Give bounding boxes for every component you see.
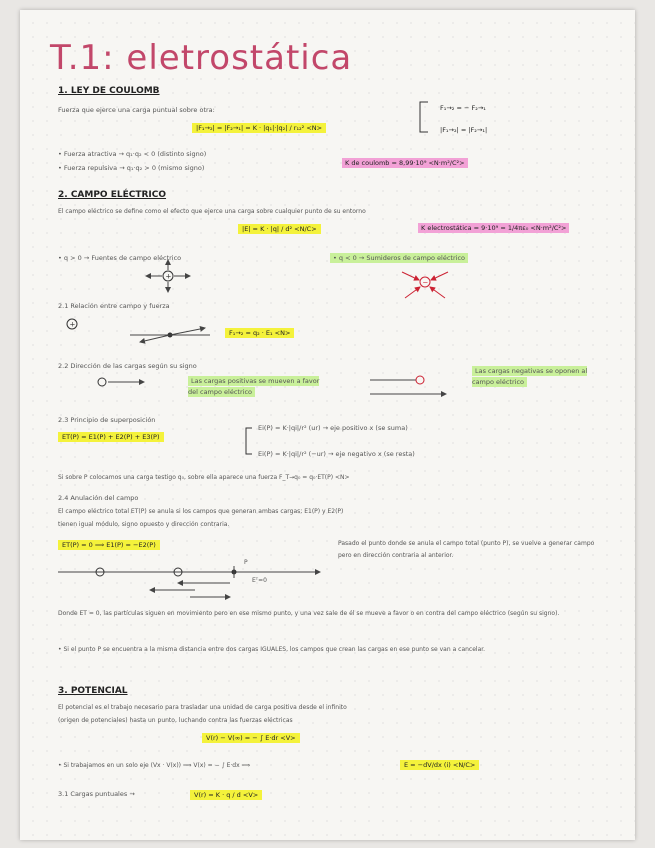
section-2-heading: 2. CAMPO ELÉCTRICO — [58, 190, 167, 200]
positive-charge-diagram — [146, 260, 190, 292]
section-2-4-heading: 2.4 Anulación del campo — [58, 494, 139, 502]
page-title: T.1: eletrostática — [50, 38, 353, 78]
svg-text:−: − — [422, 278, 429, 287]
negative-charges-note: Las cargas negativas se oponen al campo eléctrico — [472, 367, 588, 386]
repulsive-force: • Fuerza repulsiva → q₁·q₂ > 0 (mismo signo) — [58, 164, 205, 172]
field-zero-label: Eᵀ=0 — [252, 577, 267, 584]
section-1-heading: 1. LEY DE COULOMB — [58, 86, 160, 96]
coulomb-formula: |F₁→₂| = |F₂→₁| = K · |q₁|·|q₂| / r₁₂² <N> — [192, 123, 326, 133]
vector-relation-1: F₁→₂ = − F₂→₁ — [440, 104, 486, 112]
notebook-page — [20, 10, 635, 840]
equal-charges-note: • Si el punto P se encuentra a la misma distancia entre dos cargas IGUALES, los campos que crean las cargas en ese punto se van a cancelar. — [58, 646, 486, 653]
force-field-formula: F₁→₂ = q₂ · E₁ <N> — [225, 328, 294, 338]
potential-formula: V(r) − V(∞) = − ∫ E·dr <V> — [202, 734, 300, 742]
positive-charges-note: Las cargas positivas se mueven a favor del campo eléctrico — [188, 377, 320, 396]
test-charge-note: Si sobre P colocamos una carga testigo q₀, sobre ella aparece una fuerza F_T→q₀ = q₀·ET(P) <N> — [58, 474, 350, 481]
force-field-diagram — [67, 319, 210, 342]
cancellation-diagram — [58, 566, 320, 597]
s2-definition: El campo eléctrico se define como el efecto que ejerce una carga sobre cualquier punto de su entorno — [58, 208, 366, 215]
source-charges: • q > 0 → Fuentes de campo eléctrico — [58, 254, 182, 262]
field-formula: |E| = K · |q| / d² <N/C> — [238, 224, 321, 234]
section-2-2-heading: 2.2 Dirección de las cargas según su signo — [58, 362, 197, 370]
superposition-formula: ET(P) = E1(P) + E2(P) + E3(P) — [58, 432, 164, 442]
negative-charge-diagram — [402, 272, 448, 298]
vector-relation-2: |F₁→₂| = |F₂→₁| — [440, 126, 488, 134]
diagram-layer — [20, 10, 635, 840]
bracket — [420, 102, 428, 132]
section-2-1-heading: 2.1 Relación entre campo y fuerza — [58, 302, 170, 310]
section-3-1-heading: 3.1 Cargas puntuales → — [58, 790, 135, 798]
field-from-potential: E = −dV/dx (i) <N/C> — [400, 760, 479, 770]
superposition-negative: Ei(P) = K·|qi|/r² (−ur) → eje negativo x (se resta) — [258, 450, 415, 458]
svg-text:+: + — [69, 320, 76, 329]
bracket — [246, 428, 252, 454]
superposition-positive: Ei(P) = K·|qi|/r² (ur) → eje positivo x (se suma) — [258, 424, 408, 432]
section-3-heading: 3. POTENCIAL — [58, 686, 128, 696]
k-electrostatic: K electrostática = 9·10⁹ = 1/4πε₀ <N·m²/C²> — [418, 224, 569, 232]
potential-def-1: El potencial es el trabajo necesario para trasladar una unidad de carga positiva desde el infinito — [58, 704, 347, 711]
movement-note: Donde ET = 0, las partículas siguen en movimiento pero en ese mismo punto, y una vez sale de él se mueve a favor o en contra del campo eléctrico (según su signo). — [58, 610, 560, 617]
cancel-text-1: El campo eléctrico total ET(P) se anula si los campos que generan ambas cargas; E1(P) y E2(P) — [58, 508, 344, 515]
potential-def-2: (origen de potenciales) hasta un punto, luchando contra las fuerzas eléctricas — [58, 717, 293, 724]
sink-charges: • q < 0 → Sumideros de campo eléctrico — [330, 254, 468, 262]
cancel-side-note: Pasado el punto donde se anula el campo total (punto P), se vuelve a generar campo pero en dirección contraria al anterior. — [338, 540, 595, 559]
s1-intro: Fuerza que ejerce una carga puntual sobre otra: — [58, 106, 215, 114]
point-p-label: P — [244, 559, 248, 566]
one-axis-line: • Si trabajamos en un solo eje (Vx · V(x)) ⟹ V(x) = − ∫ E·dx ⟹ — [58, 762, 251, 769]
negative-movement-diagram — [370, 376, 446, 394]
cancel-text-2: tienen igual módulo, signo opuesto y dirección contraria. — [58, 521, 230, 528]
coulomb-constant: K de coulomb = 8,99·10⁹ <N·m²/C²> — [342, 158, 468, 168]
cancel-formula: ET(P) = 0 ⟹ E1(P) = −E2(P) — [58, 540, 160, 550]
point-charge-potential: V(r) = K · q / d <V> — [190, 790, 262, 800]
svg-text:+: + — [165, 272, 172, 281]
positive-movement-diagram — [98, 378, 144, 386]
section-2-3-heading: 2.3 Principio de superposición — [58, 416, 156, 424]
attractive-force: • Fuerza atractiva → q₁·q₂ < 0 (distinto signo) — [58, 150, 207, 158]
